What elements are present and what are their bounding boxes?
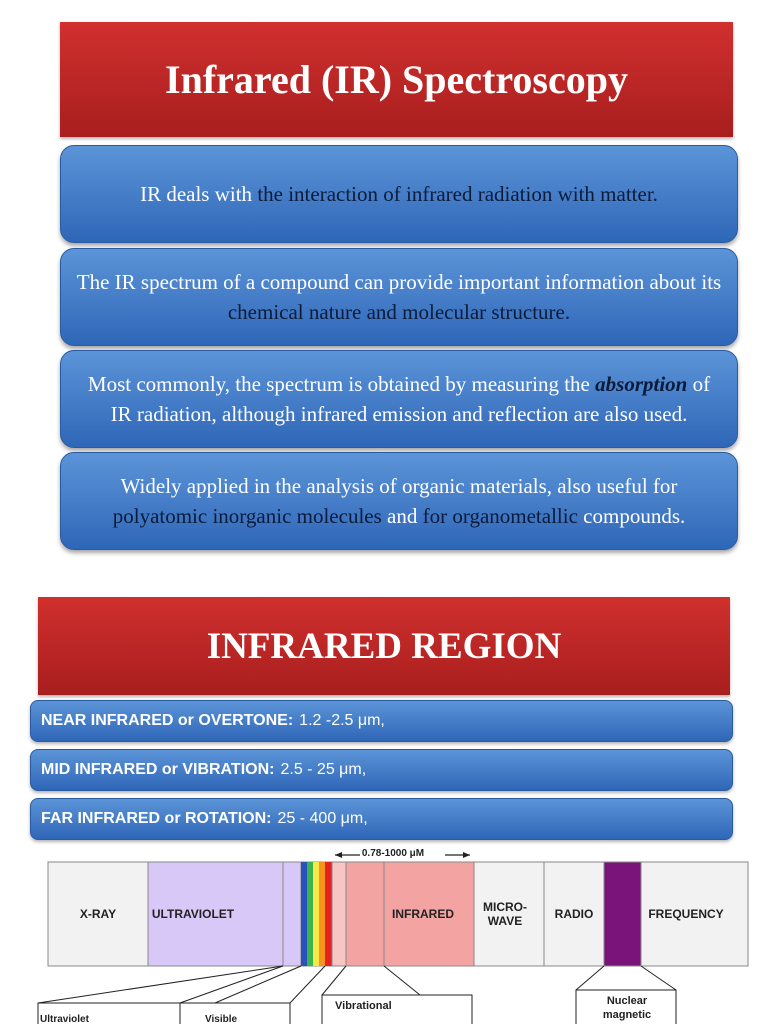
callout-nmr: Nuclear magnetic — [602, 995, 652, 1021]
stripe-green — [307, 862, 313, 966]
callout-line-vib-1 — [322, 966, 346, 995]
band-label-frequency: FREQUENCY — [648, 907, 724, 921]
bubble-4-text-e: compounds. — [577, 504, 686, 528]
region-near-range: 1.2 -2.5 μm, — [299, 712, 385, 729]
region-far-range: 25 - 400 μm, — [277, 810, 368, 827]
band-mid-ir — [346, 862, 384, 966]
range-label: 0.78-1000 μM — [361, 848, 425, 859]
band-label-infrared: INFRARED — [392, 907, 454, 921]
band-label-xray: X-RAY — [79, 907, 117, 921]
callout-vibrational: Vibrational — [335, 1000, 392, 1012]
bubble-4-text-b: polyatomic inorganic molecules — [112, 504, 382, 528]
bubble-3-text-a: Most commonly, the spectrum is obtained by measuring the — [87, 372, 596, 396]
bubble-4-text-d: for organometallic — [422, 504, 578, 528]
stripe-red — [325, 862, 332, 966]
band-violet — [283, 862, 301, 966]
region-mid-range: 2.5 - 25 μm, — [280, 761, 367, 778]
band-label-radio: RADIO — [554, 907, 594, 921]
band-label-ultraviolet: ULTRAVIOLET — [151, 907, 235, 921]
bubble-3 — [60, 350, 738, 448]
range-arrowhead-right — [463, 852, 470, 858]
callout-line-vib-2 — [384, 966, 420, 995]
region-near — [30, 700, 733, 742]
bubble-2 — [60, 248, 738, 346]
region-mid — [30, 749, 733, 791]
slide-title: Infrared (IR) Spectroscopy — [60, 22, 733, 137]
band-label-microwave: MICRO-WAVE — [483, 900, 527, 928]
band-near-ir — [332, 862, 346, 966]
callout-line-uv-1 — [180, 966, 283, 1003]
stripe-orange — [319, 862, 325, 966]
region-mid-label: MID INFRARED or VIBRATION: — [41, 761, 275, 778]
bubble-4 — [60, 452, 738, 550]
callout-line-nmr-1 — [576, 966, 604, 990]
bubble-1 — [60, 145, 738, 243]
callout-ultraviolet: Ultraviolet — [40, 1014, 89, 1025]
callout-line-vis-2 — [290, 966, 325, 1003]
bubble-1-text-a: IR deals with — [140, 182, 258, 206]
bubble-2-text-b: chemical nature and molecular structure. — [227, 300, 571, 324]
stripe-blue — [301, 862, 307, 966]
callout-line-vis-1 — [215, 966, 301, 1003]
bubble-4-text-c: and — [381, 504, 423, 528]
bubble-1-text-b: the interaction of infrared radiation with matter. — [257, 182, 658, 206]
region-far — [30, 798, 733, 840]
callout-line-uv-2 — [38, 966, 283, 1003]
bubble-4-text-a: Widely applied in the analysis of organic materials, also useful for — [120, 474, 678, 498]
region-far-label: FAR INFRARED or ROTATION: — [41, 810, 272, 827]
region-near-label: NEAR INFRARED or OVERTONE: — [41, 712, 294, 729]
stripe-yellow — [313, 862, 319, 966]
bubble-3-emphasis: absorption — [595, 372, 688, 396]
callout-line-nmr-2 — [641, 966, 676, 990]
bubble-3-text-c: of IR radiation, although infrared emission and reflection are also used. — [110, 372, 711, 426]
bubble-2-text-a: The IR spectrum of a compound can provide important information about its — [76, 270, 722, 294]
band-nmr — [604, 862, 641, 966]
callout-visible: Visible — [205, 1014, 238, 1025]
region-title: INFRARED REGION — [38, 597, 730, 695]
